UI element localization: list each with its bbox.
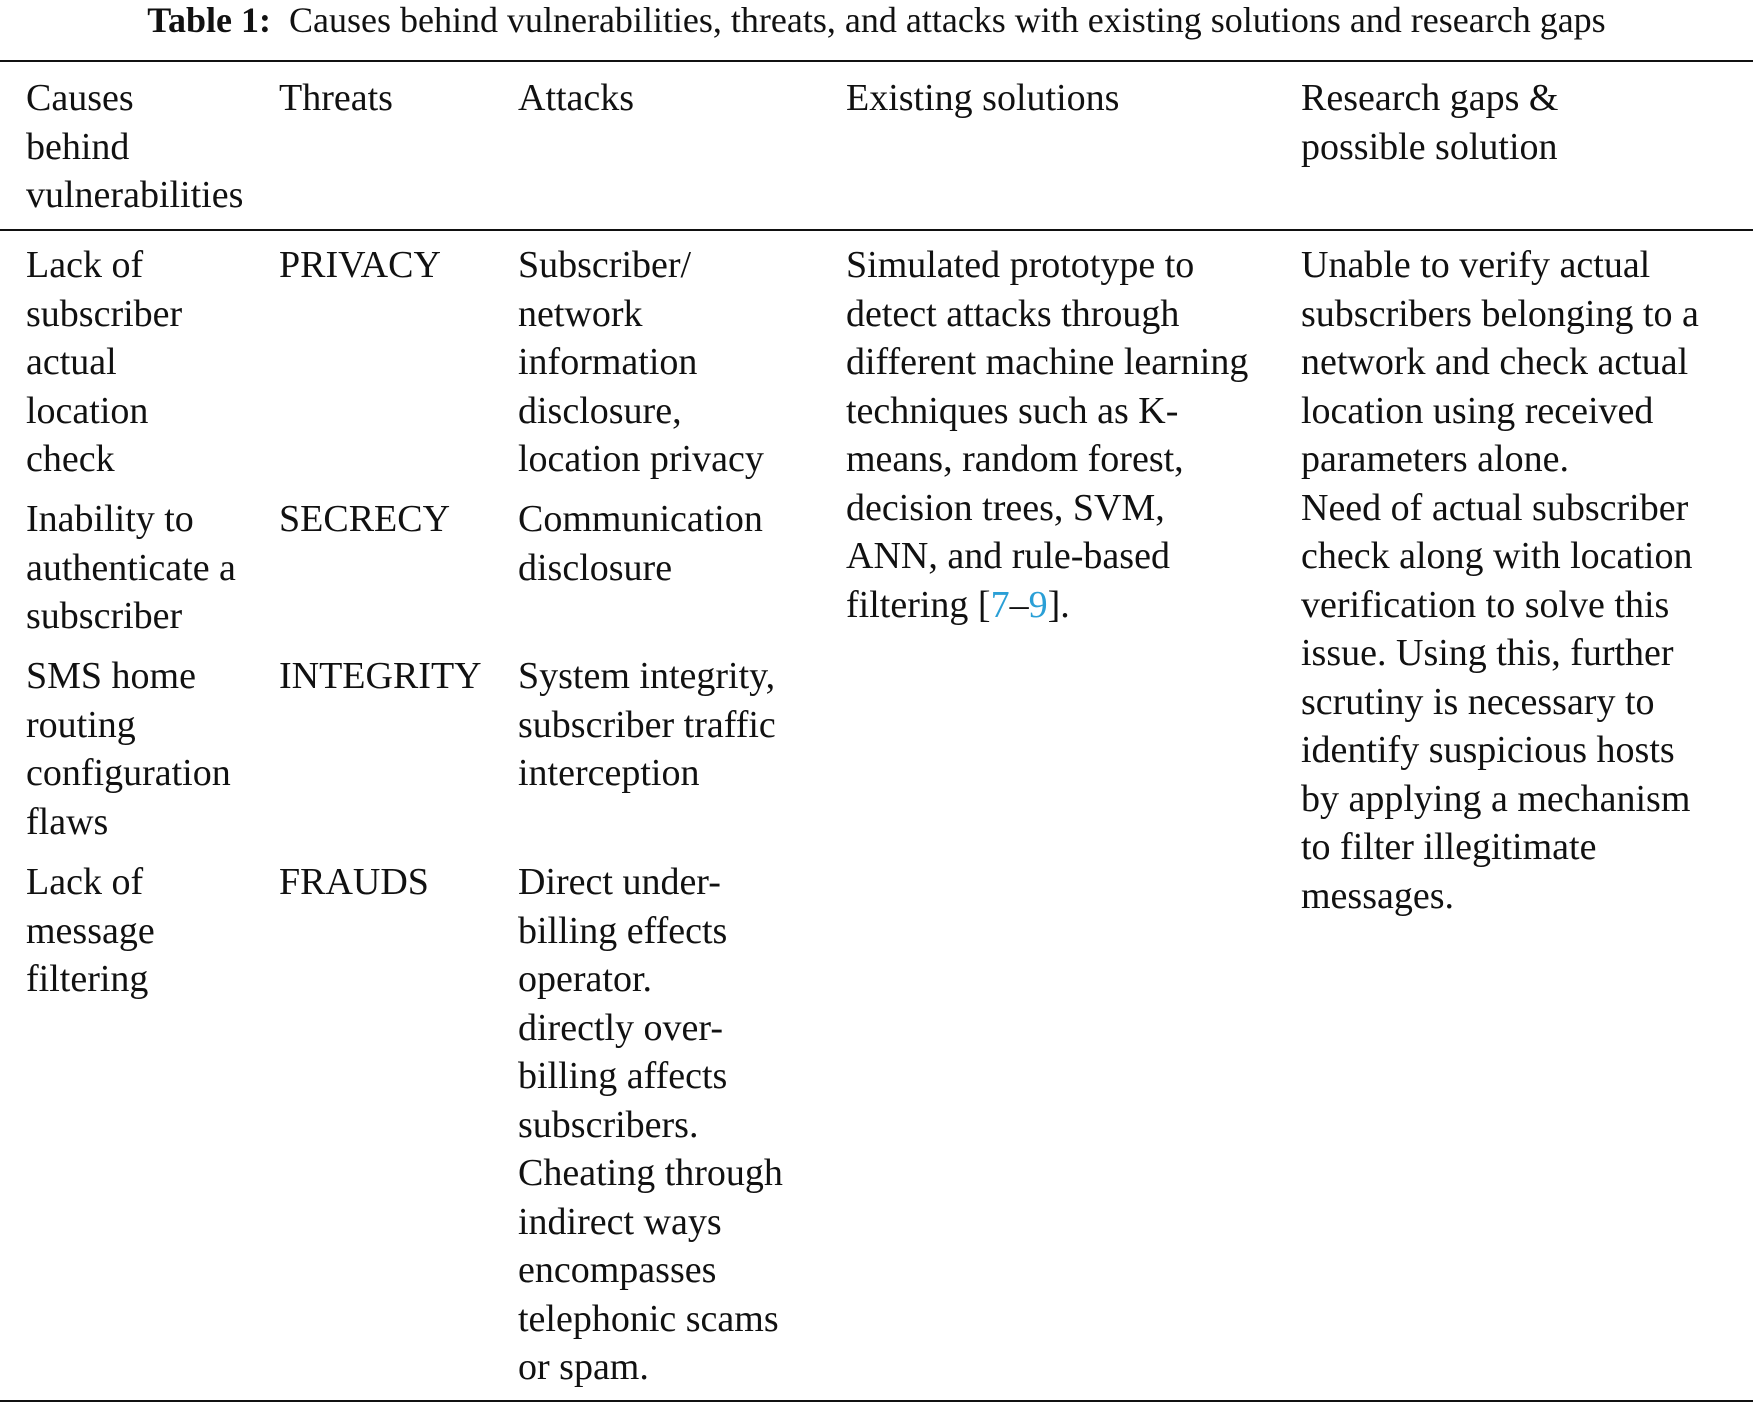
row3-attack: System integrity, subscriber traffic interception (518, 655, 776, 794)
header-causes: Causes behind vulnerabilities (26, 77, 244, 216)
existing-solutions-suffix: ]. (1047, 583, 1070, 626)
row1-threat: PRIVACY (279, 244, 441, 286)
table-header-rule (0, 229, 1753, 231)
table-top-rule (0, 60, 1753, 62)
row2-threat: SECRECY (279, 498, 451, 540)
existing-solutions-cell (846, 241, 1296, 629)
header-threats: Threats (279, 77, 393, 119)
research-gaps-cell: Unable to verify actual subscribers belonging to a network and check actual location using received parameters alone. Need of actual subscriber check along with location verification to solve this issue. Using this, further scrutiny is necessary to identify suspicious hosts by applying a mechanism to filter illegitimate messages. (1301, 244, 1699, 917)
table-caption-label: Table 1: (147, 0, 271, 40)
row2-attack: Communication disclosure (518, 498, 763, 589)
row1-attack: Subscriber/ network information disclosure, location privacy (518, 244, 764, 480)
header-existing-solutions: Existing solutions (846, 77, 1120, 119)
table-bottom-rule (0, 1400, 1753, 1402)
row4-cause: Lack of message filtering (26, 861, 155, 1000)
citation-link-start[interactable]: 7 (990, 583, 1010, 626)
header-attacks: Attacks (518, 77, 635, 119)
row4-threat: FRAUDS (279, 861, 429, 903)
table-caption-text: Causes behind vulnerabilities, threats, and attacks with existing solutions and research gaps (289, 0, 1606, 40)
citation-link-end[interactable]: 9 (1028, 583, 1048, 626)
row3-cause: SMS home routing configuration flaws (26, 655, 231, 843)
existing-solutions-text: Simulated prototype to detect attacks through different machine learning techniques such as K- means, random forest, decision trees, SVM, ANN, and rule-based filtering [ (846, 244, 1249, 626)
row3-threat: INTEGRITY (279, 655, 482, 697)
header-research-gaps: Research gaps & possible solution (1301, 77, 1559, 168)
citation-dash: – (1009, 583, 1029, 626)
table-caption (0, 0, 1753, 40)
row4-attack: Direct under- billing effects operator. directly over- billing affects subscribers. Cheating through indirect ways encompasses telephonic scams or spam. (518, 861, 783, 1388)
row1-cause: Lack of subscriber actual location check (26, 244, 183, 480)
row2-cause: Inability to authenticate a subscriber (26, 498, 236, 637)
